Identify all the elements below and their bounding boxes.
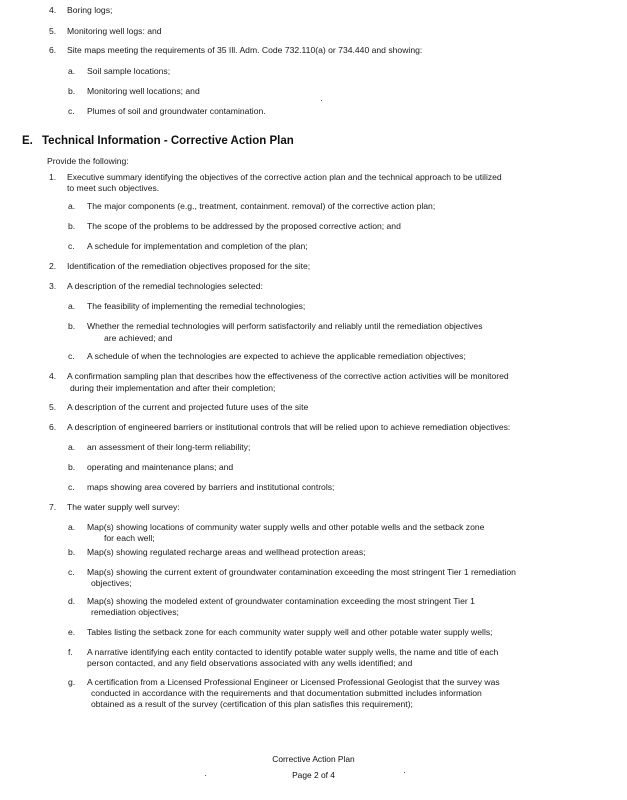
subitem-text: A narrative identifying each entity contacted to identify potable water supply wells, the name and title of each: [87, 647, 499, 657]
item-text: The water supply well survey:: [67, 502, 180, 512]
item-number: 7.: [49, 502, 57, 512]
subitem-text: Map(s) showing regulated recharge areas and wellhead protection areas;: [87, 547, 366, 557]
subitem-text: Plumes of soil and groundwater contamination.: [87, 106, 266, 116]
subitem-letter: c.: [68, 351, 75, 361]
item-text: to meet such objectives.: [67, 183, 160, 193]
section-intro: Provide the following:: [47, 156, 129, 166]
item-text: Boring logs;: [67, 5, 113, 15]
subitem-text: The major components (e.g., treatment, containment. removal) of the corrective action plan;: [87, 201, 436, 211]
subitem-letter: a.: [68, 522, 76, 532]
subitem-text: operating and maintenance plans; and: [87, 462, 234, 472]
subitem-text: conducted in accordance with the requirements and that documentation submitted includes information: [91, 688, 482, 698]
subitem-letter: a.: [68, 301, 76, 311]
section-letter: E.: [22, 135, 33, 147]
subitem-text: Whether the remedial technologies will perform satisfactorily and reliably until the remediation objectives: [87, 321, 483, 331]
subitem-letter: b.: [68, 86, 76, 96]
item-number: 5.: [49, 402, 57, 412]
subitem-text: The scope of the problems to be addressed by the proposed corrective action; and: [87, 221, 401, 231]
item-text: A description of the remedial technologies selected:: [67, 281, 263, 291]
subitem-letter: f.: [68, 647, 73, 657]
subitem-text: obtained as a result of the survey (certification of this plan satisfies this requirement);: [91, 699, 413, 709]
subitem-text: A schedule for implementation and completion of the plan;: [87, 241, 308, 251]
item-number: 4.: [49, 371, 57, 381]
item-number: 5.: [49, 26, 57, 36]
footer-title: Corrective Action Plan: [272, 754, 355, 764]
item-number: 4.: [49, 5, 57, 15]
subitem-letter: e.: [68, 627, 76, 637]
item-text: Executive summary identifying the objectives of the corrective action plan and the technical approach to be utilized: [67, 172, 502, 182]
subitem-text: Map(s) showing locations of community water supply wells and other potable wells and the setback zone: [87, 522, 485, 532]
subitem-text: person contacted, and any field observations associated with any wells identified; and: [87, 658, 413, 668]
subitem-text: A certification from a Licensed Professional Engineer or Licensed Professional Geologist that the survey was: [87, 677, 500, 687]
item-number: 1.: [49, 172, 57, 182]
subitem-letter: b.: [68, 462, 76, 472]
subitem-letter: a.: [68, 201, 76, 211]
item-text: Site maps meeting the requirements of 35 Ill. Adm. Code 732.110(a) or 734.440 and showing:: [67, 45, 423, 55]
subitem-text: Soil sample locations;: [87, 66, 171, 76]
subitem-text: are achieved; and: [104, 333, 173, 343]
subitem-letter: b.: [68, 547, 76, 557]
subitem-letter: a.: [68, 66, 76, 76]
item-text: A description of the current and projected future uses of the site: [67, 402, 309, 412]
scan-speck: [321, 100, 322, 101]
scan-speck: [404, 772, 405, 773]
footer-page-number: Page 2 of 4: [292, 770, 335, 780]
subitem-letter: c.: [68, 567, 75, 577]
subitem-text: Tables listing the setback zone for each community water supply well and other potable water supply wells;: [87, 627, 493, 637]
item-number: 3.: [49, 281, 57, 291]
item-number: 2.: [49, 261, 57, 271]
subitem-text: maps showing area covered by barriers and institutional controls;: [87, 482, 335, 492]
scan-speck: [205, 775, 206, 776]
item-text: Monitoring well logs: and: [67, 26, 162, 36]
subitem-letter: d.: [68, 596, 76, 606]
subitem-text: Monitoring well locations; and: [87, 86, 200, 96]
item-text: Identification of the remediation objectives proposed for the site;: [67, 261, 311, 271]
subitem-text: Map(s) showing the current extent of groundwater contamination exceeding the most stringent Tier 1 remediation: [87, 567, 516, 577]
subitem-text: Map(s) showing the modeled extent of groundwater contamination exceeding the most stringent Tier 1: [87, 596, 475, 606]
subitem-letter: a.: [68, 442, 76, 452]
subitem-letter: c.: [68, 241, 75, 251]
item-text: A confirmation sampling plan that describes how the effectiveness of the corrective action activities will be monitored: [67, 371, 509, 381]
subitem-letter: g.: [68, 677, 76, 687]
subitem-text: remediation objectives;: [91, 607, 179, 617]
subitem-text: objectives;: [91, 578, 132, 588]
subitem-letter: c.: [68, 106, 75, 116]
item-text: during their implementation and after their completion;: [70, 383, 276, 393]
item-number: 6.: [49, 45, 57, 55]
subitem-text: an assessment of their long-term reliability;: [87, 442, 251, 452]
subitem-text: The feasibility of implementing the remedial technologies;: [87, 301, 306, 311]
section-title: Technical Information - Corrective Action Plan: [42, 135, 294, 147]
subitem-text: for each well;: [104, 533, 155, 543]
subitem-letter: b.: [68, 221, 76, 231]
item-text: A description of engineered barriers or institutional controls that will be relied upon to achieve remediation objectives:: [67, 422, 511, 432]
subitem-letter: b.: [68, 321, 76, 331]
item-number: 6.: [49, 422, 57, 432]
subitem-text: A schedule of when the technologies are expected to achieve the applicable remediation objectives;: [87, 351, 466, 361]
subitem-letter: c.: [68, 482, 75, 492]
